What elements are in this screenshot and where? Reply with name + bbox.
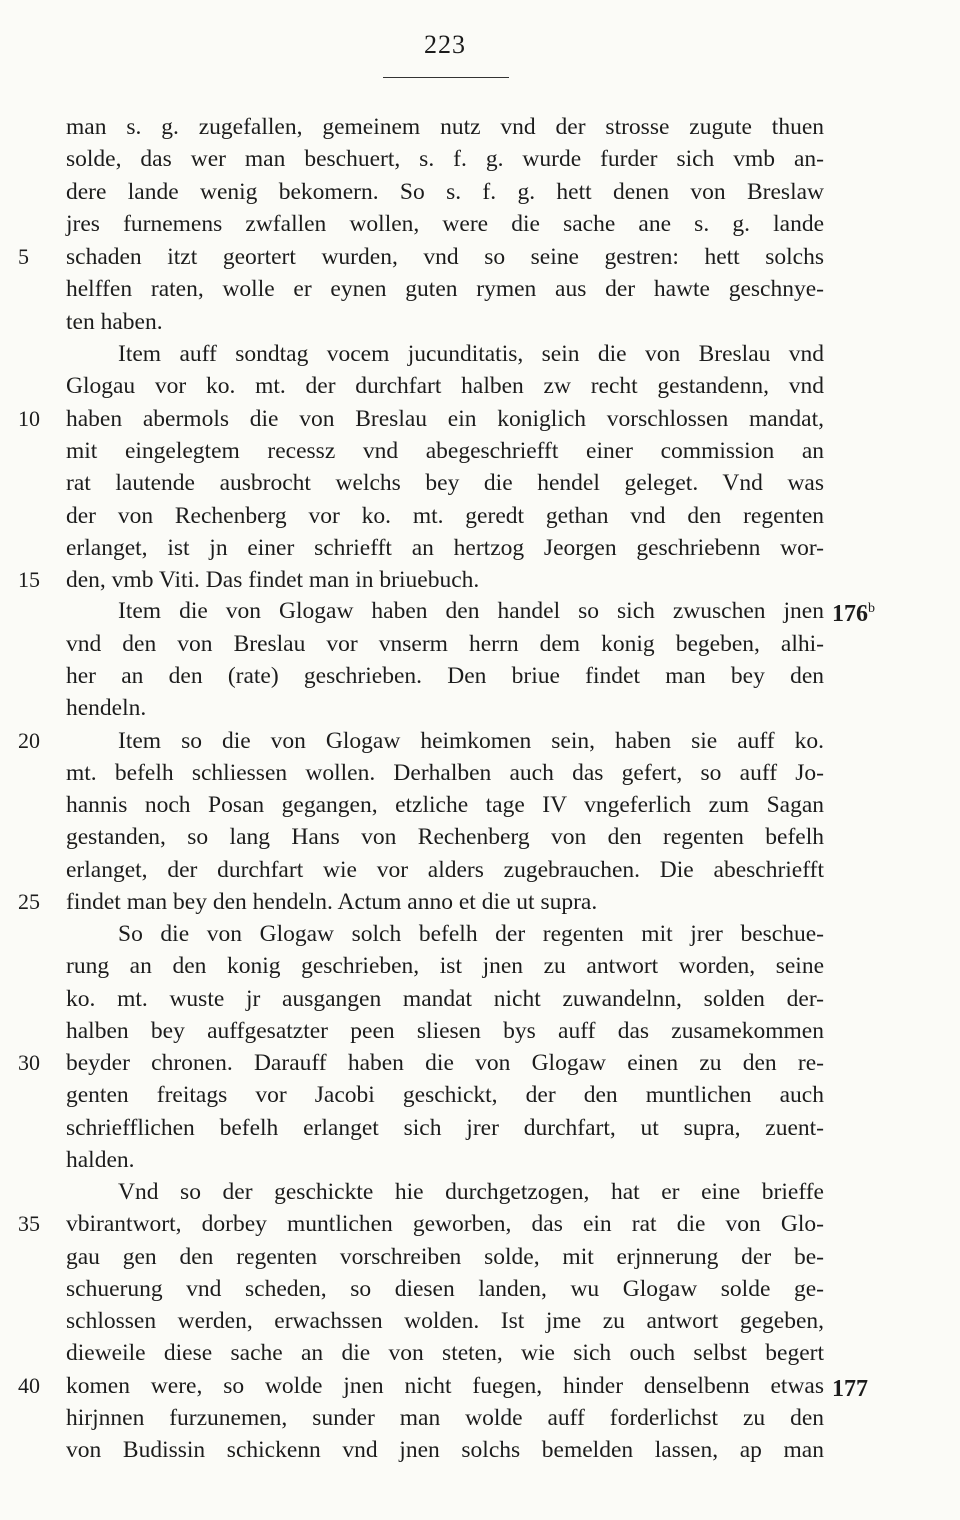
line-number: 10	[18, 406, 40, 431]
text-line: vbirantwort, dorbey muntlichen geworben, das ein rat die von Glo-	[66, 1211, 824, 1237]
text-line: mit eingelegtem recessz vnd abegeschriefft einer commission an	[66, 438, 824, 464]
text-line: gau gen den regenten vorschreiben solde, mit erjnnerung der be-	[66, 1244, 824, 1270]
text-line: solde, das wer man beschuert, s. f. g. wurde furder sich vmb an-	[66, 146, 824, 172]
text-line: hannis noch Posan gegangen, etzliche tage IV vngeferlich zum Sagan	[66, 792, 824, 818]
text-line: helffen raten, wolle er eynen guten rymen aus der hawte geschnye-	[66, 276, 824, 302]
text-line: hirjnnen furzunemen, sunder man wolde auff forderlichst zu den	[66, 1405, 824, 1431]
text-line: So die von Glogaw solch befelh der regenten mit jrer beschue-	[118, 921, 824, 947]
text-line: erlanget, ist jn einer schriefft an hertzog Jeorgen geschriebenn wor-	[66, 535, 824, 561]
text-line: schriefflichen befelh erlanget sich jrer durchfart, ut supra, zuent-	[66, 1115, 824, 1141]
line-number: 20	[18, 728, 40, 753]
header-rule	[383, 77, 509, 78]
text-line: erlanget, der durchfart wie vor alders zugebrauchen. Die abeschriefft	[66, 857, 824, 883]
line-number: 30	[18, 1050, 40, 1075]
text-line: findet man bey den hendeln. Actum anno et die ut supra.	[66, 889, 598, 915]
text-line: man s. g. zugefallen, gemeinem nutz vnd der strosse zugute thuen	[66, 114, 824, 140]
text-line: dere lande wenig bekomern. So s. f. g. hett denen von Breslaw	[66, 179, 824, 205]
page-number: 223	[424, 30, 466, 59]
text-line: schlossen werden, erwachssen wolden. Ist jme zu antwort gegeben,	[66, 1308, 824, 1334]
text-line: gestanden, so lang Hans von Rechenberg von den regenten befelh	[66, 824, 824, 850]
text-line: schaden itzt geortert wurden, vnd so seine gestren: hett solchs	[66, 244, 824, 270]
text-line: Glogau vor ko. mt. der durchfart halben zw recht gestandenn, vnd	[66, 373, 824, 399]
text-line: ten haben.	[66, 309, 163, 335]
line-number: 15	[18, 567, 40, 592]
line-number: 5	[18, 244, 29, 269]
text-line: der von Rechenberg vor ko. mt. geredt gethan vnd den regenten	[66, 503, 824, 529]
text-line: jres furnemens zwfallen wollen, were die sache ane s. g. lande	[66, 211, 824, 237]
text-line: rat lautende ausbrocht welchs bey die hendel geleget. Vnd was	[66, 470, 824, 496]
text-line: dieweile diese sache an die von steten, wie sich ouch selbst begert	[66, 1340, 824, 1366]
text-line: Item auff sondtag vocem jucunditatis, sein die von Breslau vnd	[118, 341, 824, 367]
line-number: 35	[18, 1211, 40, 1236]
line-number: 25	[18, 889, 40, 914]
text-line: Item die von Glogaw haben den handel so sich zwuschen jnen	[118, 598, 824, 624]
text-line: schuerung vnd scheden, so diesen landen, wu Glogaw solde ge-	[66, 1276, 824, 1302]
text-line: rung an den konig geschrieben, ist jnen zu antwort worden, seine	[66, 953, 824, 979]
margin-note: 176$^b$	[832, 601, 875, 627]
text-line: her an den (rate) geschrieben. Den briue findet man bey den	[66, 663, 824, 689]
text-line: hendeln.	[66, 695, 147, 721]
text-line: mt. befelh schliessen wollen. Derhalben auch das gefert, so auff Jo-	[66, 760, 824, 786]
text-line: halben bey auffgesatzter peen sliesen bys auff das zusamekommen	[66, 1018, 824, 1044]
text-line: beyder chronen. Darauff haben die von Glogaw einen zu den re-	[66, 1050, 824, 1076]
text-line: Vnd so der geschickte hie durchgetzogen, hat er eine brieffe	[118, 1179, 824, 1205]
text-line: von Budissin schickenn vnd jnen solchs bemelden lassen, ap man	[66, 1437, 824, 1463]
line-number: 40	[18, 1373, 40, 1398]
text-line: komen were, so wolde jnen nicht fuegen, hinder denselbenn etwas	[66, 1373, 824, 1399]
margin-note: 177	[832, 1376, 868, 1402]
text-line: genten freitags vor Jacobi geschickt, der den muntlichen auch	[66, 1082, 824, 1108]
text-line: Item so die von Glogaw heimkomen sein, haben sie auff ko.	[118, 728, 824, 754]
text-line: den, vmb Viti. Das findet man in briuebuch.	[66, 567, 480, 593]
text-line: haben abermols die von Breslau ein koniglich vorschlossen mandat,	[66, 406, 824, 432]
text-line: vnd den von Breslau vor vnserm herrn dem konig begeben, alhi-	[66, 631, 824, 657]
text-line: halden.	[66, 1147, 135, 1173]
text-line: ko. mt. wuste jr ausgangen mandat nicht zuwandelnn, solden der-	[66, 986, 824, 1012]
